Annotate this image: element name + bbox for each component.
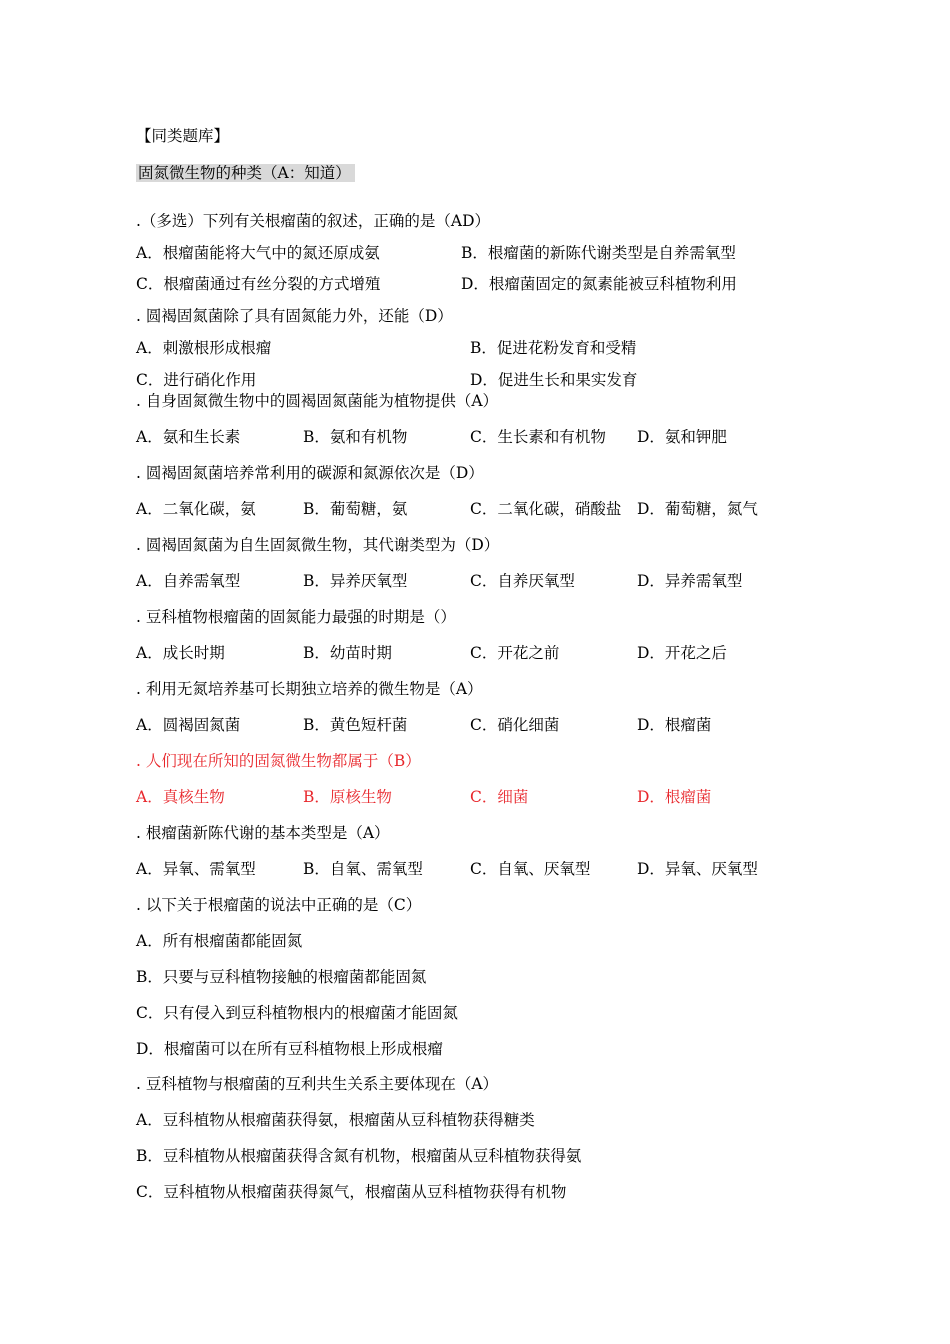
option-b: B．氨和有机物 [303, 428, 408, 446]
option-c: C．开花之前 [470, 644, 560, 662]
option-a: A．刺激根形成根瘤 [136, 339, 272, 357]
option-b: B．只要与豆科植物接触的根瘤菌都能固氮 [136, 968, 427, 986]
option-a: A．异氧、需氧型 [136, 860, 256, 878]
option-c: C．细菌 [470, 788, 529, 806]
question-stem: .（多选）下列有关根瘤菌的叙述，正确的是（AD） [136, 212, 491, 230]
option-d: D．根瘤菌可以在所有豆科植物根上形成根瘤 [136, 1040, 443, 1058]
question-stem: . 豆科植物与根瘤菌的互利共生关系主要体现在（A） [136, 1075, 499, 1093]
option-a: A．二氧化碳，氨 [136, 500, 256, 518]
question-stem: . 自身固氮微生物中的圆褐固氮菌能为植物提供（A） [136, 392, 499, 410]
option-b: B．异养厌氧型 [303, 572, 408, 590]
option-b: B．豆科植物从根瘤菌获得含氮有机物，根瘤菌从豆科植物获得氨 [136, 1147, 582, 1165]
option-a: A．圆褐固氮菌 [136, 716, 241, 734]
question-stem: . 圆褐固氮菌为自生固氮微生物，其代谢类型为（D） [136, 536, 500, 554]
option-a: A．真核生物 [136, 788, 225, 806]
option-a: A．成长时期 [136, 644, 225, 662]
option-a: A．所有根瘤菌都能固氮 [136, 932, 303, 950]
option-d: D．根瘤菌 [637, 716, 712, 734]
topic-highlight: 固氮微生物的种类（A：知道） [136, 164, 355, 182]
option-d: D．异氧、厌氧型 [637, 860, 758, 878]
option-a: A．氨和生长素 [136, 428, 241, 446]
option-b: B．葡萄糖，氨 [303, 500, 408, 518]
option-a: A．根瘤菌能将大气中的氮还原成氨 [136, 244, 380, 262]
option-c: C．只有侵入到豆科植物根内的根瘤菌才能固氮 [136, 1004, 458, 1022]
option-d: D．根瘤菌 [637, 788, 712, 806]
option-c: C．根瘤菌通过有丝分裂的方式增殖 [136, 275, 381, 293]
option-b: B．根瘤菌的新陈代谢类型是自养需氧型 [461, 244, 736, 262]
option-b: B．原核生物 [303, 788, 392, 806]
section-header: 【同类题库】 [136, 127, 230, 145]
option-d: D．开花之后 [637, 644, 727, 662]
question-stem: . 根瘤菌新陈代谢的基本类型是（A） [136, 824, 390, 842]
option-a: A．豆科植物从根瘤菌获得氨，根瘤菌从豆科植物获得糖类 [136, 1111, 535, 1129]
option-b: B．幼苗时期 [303, 644, 392, 662]
option-c: C．进行硝化作用 [136, 371, 257, 389]
question-stem: . 利用无氮培养基可长期独立培养的微生物是（A） [136, 680, 483, 698]
option-a: A．自养需氧型 [136, 572, 241, 590]
option-b: B．促进花粉发育和受精 [470, 339, 637, 357]
option-c: C．二氧化碳，硝酸盐 [470, 500, 622, 518]
question-stem: . 以下关于根瘤菌的说法中正确的是（C） [136, 896, 422, 914]
topic-title [136, 163, 355, 183]
question-stem: . 豆科植物根瘤菌的固氮能力最强的时期是（） [136, 608, 456, 626]
option-d: D．异养需氧型 [637, 572, 743, 590]
option-d: D．根瘤菌固定的氮素能被豆科植物利用 [461, 275, 737, 293]
option-c: C．生长素和有机物 [470, 428, 606, 446]
option-d: D．氨和钾肥 [637, 428, 727, 446]
option-b: B．黄色短杆菌 [303, 716, 408, 734]
option-b: B．自氧、需氧型 [303, 860, 423, 878]
option-c: C．豆科植物从根瘤菌获得氮气，根瘤菌从豆科植物获得有机物 [136, 1183, 567, 1201]
question-stem: . 圆褐固氮菌培养常利用的碳源和氮源依次是（D） [136, 464, 484, 482]
option-d: D．促进生长和果实发育 [470, 371, 638, 389]
option-c: C．自氧、厌氧型 [470, 860, 591, 878]
question-stem-highlighted: . 人们现在所知的固氮微生物都属于（B） [136, 752, 421, 770]
option-c: C．自养厌氧型 [470, 572, 575, 590]
question-stem: . 圆褐固氮菌除了具有固氮能力外，还能（D） [136, 307, 453, 325]
option-c: C．硝化细菌 [470, 716, 560, 734]
option-d: D．葡萄糖，氮气 [637, 500, 758, 518]
